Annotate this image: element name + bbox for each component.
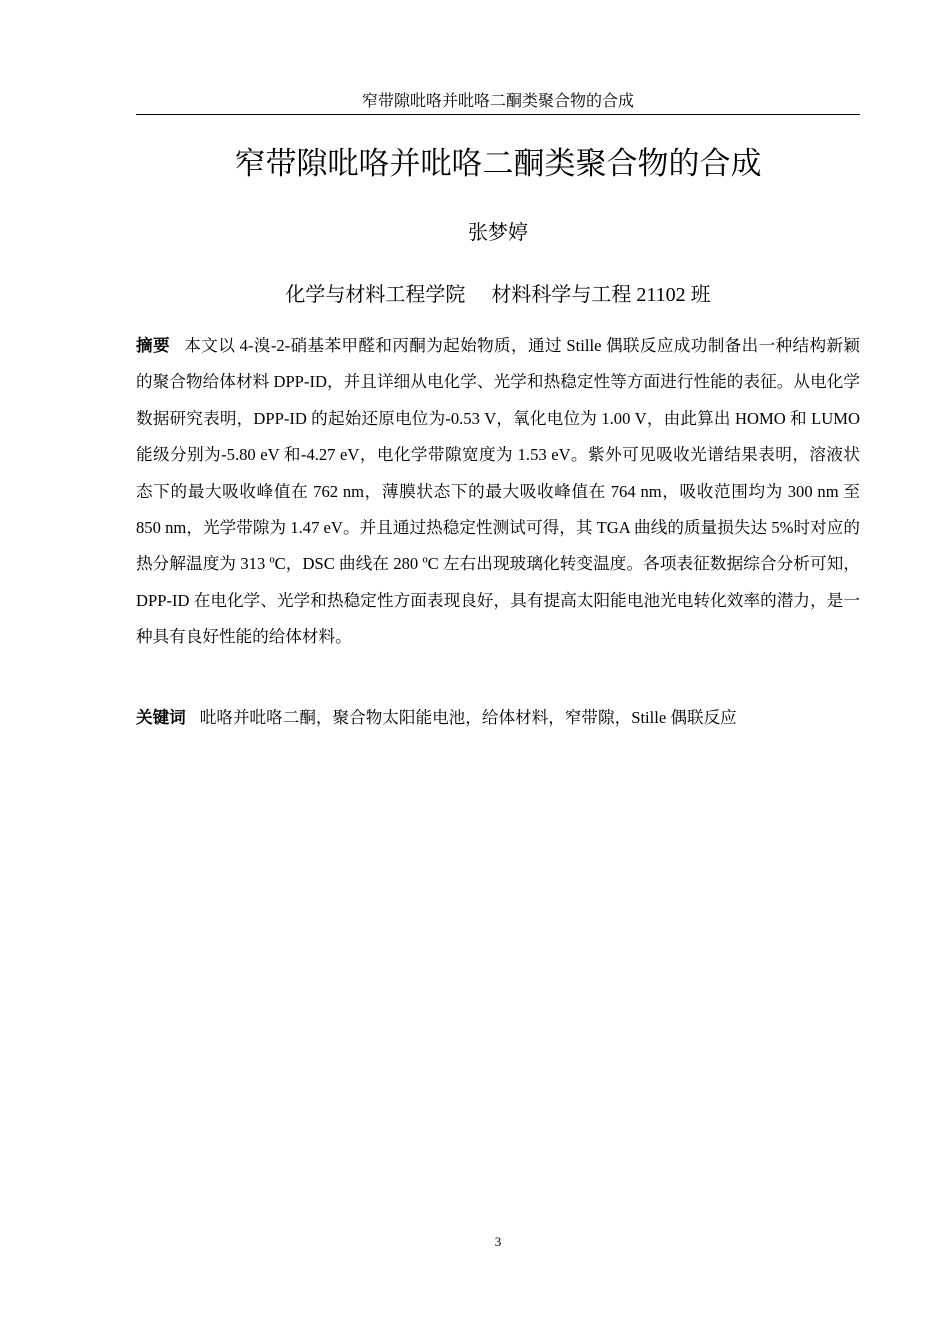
abstract: [136, 328, 860, 656]
running-header: 窄带隙吡咯并吡咯二酮类聚合物的合成: [361, 93, 634, 110]
header-rule: [136, 114, 860, 115]
affiliation-school: 化学与材料工程学院: [285, 284, 466, 306]
paper-title: 窄带隙吡咯并吡咯二酮类聚合物的合成: [234, 146, 762, 181]
affiliation-class: 材料科学与工程 21102 班: [491, 284, 711, 306]
abstract-text: 本文以 4-溴-2-硝基苯甲醛和丙酮为起始物质，通过 Stille 偶联反应成功制备出一种结构新颖的聚合物给体材料 DPP-ID，并且详细从电化学、光学和热稳定性等方面进行性能的表征。从电化学数据研究表明，DPP-ID 的起始还原电位为-0.53 V，氧化电位为 1.00 V，由此算出 HOMO 和 LUMO 能级分别为-5.80 eV 和-4.27 eV，电化学带隙宽度为 1.53 eV。紫外可见吸收光谱结果表明，溶液状态下的最大吸收峰值在 762 nm，薄膜状态下的最大吸收峰值在 764 nm，吸收范围均为 300 nm 至 850 nm，光学带隙为 1.47 eV。并且通过热稳定性测试可得，其 TGA 曲线的质量损失达 5%时对应的热分解温度为 313 ºC，DSC 曲线在 280 ºC 左右出现玻璃化转变温度。各项表征数据综合分析可知，DPP-ID 在电化学、光学和热稳定性方面表现良好，具有提高太阳能电池光电转化效率的潜力，是一种具有良好性能的给体材料。: [136, 336, 860, 647]
abstract-label: 摘要: [136, 336, 170, 355]
keywords-text: 吡咯并吡咯二酮，聚合物太阳能电池，给体材料，窄带隙，Stille 偶联反应: [199, 708, 737, 727]
page-number: 3: [494, 1234, 502, 1249]
author-name: 张梦婷: [468, 222, 528, 244]
affiliation: [136, 281, 860, 309]
keywords-label: 关键词: [136, 708, 186, 727]
keywords: [136, 700, 860, 736]
